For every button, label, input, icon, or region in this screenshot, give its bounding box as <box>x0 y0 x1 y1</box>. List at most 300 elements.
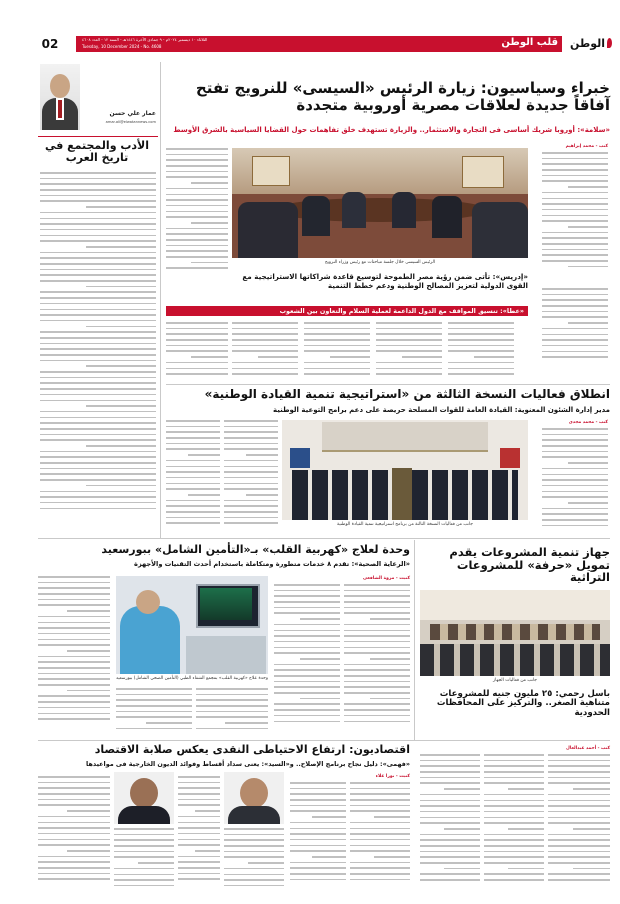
text-line <box>40 371 156 373</box>
text-line <box>542 525 608 527</box>
text-line <box>573 828 610 830</box>
lead-byline: كتب - محمد إبراهيم <box>565 144 608 149</box>
text-line <box>420 771 480 773</box>
text-line <box>40 377 156 379</box>
text-line <box>344 647 410 649</box>
text-line <box>178 776 220 778</box>
text-line <box>420 754 480 756</box>
text-line <box>548 834 610 836</box>
text-line <box>114 834 174 836</box>
text-line <box>40 456 156 458</box>
text-line <box>344 692 410 694</box>
text-line <box>290 850 346 852</box>
text-line <box>224 443 278 445</box>
lead-body-col3b <box>304 322 370 382</box>
text-line <box>114 868 174 870</box>
text-line <box>376 333 442 335</box>
text-line <box>508 788 544 790</box>
text-line <box>548 856 610 858</box>
text-line <box>224 505 278 507</box>
text-line <box>350 828 410 830</box>
text-line <box>38 599 110 601</box>
text-line <box>290 782 346 784</box>
columnist-email[interactable]: amar.ali@elwatannews.com <box>105 120 156 124</box>
text-line <box>178 844 220 846</box>
text-line <box>188 494 220 496</box>
text-line <box>40 178 156 180</box>
text-line <box>568 502 608 504</box>
text-line <box>114 885 174 887</box>
text-line <box>420 834 480 836</box>
text-line <box>191 222 228 224</box>
text-line <box>40 200 156 202</box>
text-line <box>166 333 228 335</box>
text-line <box>274 681 340 683</box>
text-line <box>542 496 608 498</box>
lead-body-col1 <box>542 152 608 282</box>
text-line <box>542 175 608 177</box>
sixth-headline: اقتصاديون: ارتفاع الاحتياطى النقدى يعكس صلابة الاقتصاد <box>94 743 410 756</box>
text-line <box>40 451 156 453</box>
text-line <box>40 240 156 242</box>
section-title: قلب الوطن <box>501 37 558 48</box>
text-line <box>166 188 228 190</box>
text-line <box>548 754 610 756</box>
text-line <box>444 868 480 870</box>
text-line <box>116 699 192 701</box>
text-line <box>370 618 410 620</box>
text-line <box>40 388 156 390</box>
text-line <box>420 862 480 864</box>
text-line <box>196 711 268 713</box>
text-line <box>542 203 608 205</box>
text-line <box>224 845 284 847</box>
text-line <box>38 861 110 863</box>
text-line <box>178 827 220 829</box>
text-line <box>274 669 340 671</box>
text-line <box>40 252 156 254</box>
text-line <box>548 811 610 813</box>
text-line <box>166 233 228 235</box>
text-line <box>542 508 608 510</box>
text-line <box>86 405 156 407</box>
text-line <box>40 434 156 436</box>
text-line <box>350 805 410 807</box>
text-line <box>350 822 410 824</box>
fifth-body-col1 <box>38 576 110 736</box>
second-body-col4 <box>224 420 278 536</box>
text-line <box>40 297 156 299</box>
text-line <box>67 850 110 852</box>
text-line <box>350 862 410 864</box>
text-line <box>196 694 268 696</box>
text-line <box>548 817 610 819</box>
text-line <box>166 345 228 347</box>
text-line <box>290 873 346 875</box>
text-line <box>548 765 610 767</box>
text-line <box>274 686 340 688</box>
date-ar: الثلاثاء ١٠ ديسمبر ٢٠٢٤م - ٩ جمادى الآخرة ١٤٤٦هـ - السنة ١٢ - العدد ٤٦٠٨ <box>82 37 208 42</box>
text-line <box>274 590 340 592</box>
text-line <box>350 879 410 881</box>
text-line <box>568 266 608 268</box>
text-line <box>376 362 442 364</box>
fourth-headline: باسل رحمي: ٢٥ مليون جنيه للمشروعات متناهية الصغر.. والتركيز على المحافظات الحدودية <box>436 689 610 718</box>
column-body <box>40 172 156 536</box>
text-line <box>116 694 192 696</box>
text-line <box>344 715 410 717</box>
text-line <box>542 351 608 353</box>
text-line <box>232 350 298 352</box>
page-number: 02 <box>41 37 59 51</box>
text-line <box>40 218 156 220</box>
text-line <box>274 664 340 666</box>
text-line <box>548 782 610 784</box>
text-line <box>191 262 228 264</box>
text-line <box>344 709 410 711</box>
fifth-photo-caption: وحدة علاج «كهربية القلب» بمجمع الشفاء الطبي (التأمين الصحي الشامل) ببورسعيد <box>116 676 268 681</box>
lead-headline: خبراء وسياسيون: زيارة الرئيس «السيسى» للنرويج تفتح آفاقاً جديدة لعلاقات مصرية أوروبية متجددة <box>195 79 610 114</box>
lead-body-col5 <box>448 322 514 382</box>
text-line <box>548 760 610 762</box>
text-line <box>542 451 608 453</box>
text-line <box>290 810 346 812</box>
text-line <box>40 223 156 225</box>
text-line <box>290 879 346 881</box>
text-line <box>350 867 410 869</box>
text-line <box>166 420 220 422</box>
text-line <box>38 684 110 686</box>
text-line <box>166 245 228 247</box>
text-line <box>274 641 340 643</box>
text-line <box>568 322 608 324</box>
text-line <box>420 851 480 853</box>
text-line <box>232 345 298 347</box>
text-line <box>166 199 228 201</box>
text-line <box>86 206 156 208</box>
text-line <box>196 728 268 730</box>
text-line <box>300 618 340 620</box>
sixth-byline: كتبت - نورا علاء <box>375 774 410 779</box>
text-line <box>38 593 110 595</box>
text-line <box>344 686 410 688</box>
text-line <box>290 788 346 790</box>
text-line <box>542 316 608 318</box>
text-line <box>191 182 228 184</box>
text-line <box>178 787 220 789</box>
text-line <box>114 828 174 830</box>
text-line <box>114 879 174 881</box>
text-line <box>38 867 110 869</box>
text-line <box>114 874 174 876</box>
text-line <box>448 333 514 335</box>
text-line <box>542 288 608 290</box>
text-line <box>38 582 110 584</box>
text-line <box>344 652 410 654</box>
text-line <box>376 339 442 341</box>
text-line <box>420 879 480 881</box>
text-line <box>196 716 268 718</box>
text-line <box>40 189 156 191</box>
text-line <box>484 811 544 813</box>
text-line <box>484 760 544 762</box>
text-line <box>568 226 608 228</box>
text-line <box>344 721 410 723</box>
text-line <box>258 356 298 358</box>
sixth-photo-left <box>114 772 174 824</box>
text-line <box>166 443 220 445</box>
text-line <box>114 845 174 847</box>
text-line <box>344 630 410 632</box>
text-line <box>402 356 442 358</box>
text-line <box>573 788 610 790</box>
text-line <box>484 851 544 853</box>
text-line <box>420 782 480 784</box>
text-line <box>246 454 278 456</box>
text-line <box>224 851 284 853</box>
lead-body-col1b <box>542 288 608 370</box>
text-line <box>67 810 110 812</box>
sixth-body-col6 <box>350 782 410 894</box>
text-line <box>178 873 220 875</box>
text-line <box>40 354 156 356</box>
text-line <box>542 439 608 441</box>
text-line <box>376 328 442 330</box>
text-line <box>38 713 110 715</box>
text-line <box>274 584 340 586</box>
text-line <box>484 873 544 875</box>
text-line <box>344 703 410 705</box>
text-line <box>344 590 410 592</box>
lead-body-col3 <box>166 148 228 282</box>
text-line <box>38 799 110 801</box>
sixth-deck: «فهمى»: دليل نجاح برنامج الإصلاح.. و«السيد»: يعنى سداد أقساط وفوائد الديون الخارجية فى مواعيدها <box>86 760 410 768</box>
fourth-byline: كتب - أحمد عبدالعال <box>566 746 610 751</box>
text-line <box>304 333 370 335</box>
text-line <box>448 322 514 324</box>
text-line <box>344 624 410 626</box>
text-line <box>344 584 410 586</box>
fifth-body-col3 <box>116 688 192 736</box>
third-photo <box>420 590 610 676</box>
text-line <box>114 851 174 853</box>
text-line <box>274 675 340 677</box>
sixth-body-col4 <box>224 828 284 894</box>
text-line <box>300 698 340 700</box>
text-line <box>448 373 514 375</box>
text-line <box>304 350 370 352</box>
text-line <box>484 782 544 784</box>
text-line <box>542 519 608 521</box>
masthead <box>0 0 620 60</box>
text-line <box>350 850 410 852</box>
text-line <box>484 765 544 767</box>
text-line <box>166 522 220 524</box>
text-line <box>191 356 228 358</box>
text-line <box>178 804 220 806</box>
text-line <box>40 314 156 316</box>
text-line <box>370 658 410 660</box>
text-line <box>548 822 610 824</box>
text-line <box>304 345 370 347</box>
text-line <box>350 793 410 795</box>
text-line <box>484 800 544 802</box>
text-line <box>350 833 410 835</box>
text-line <box>40 411 156 413</box>
text-line <box>370 698 410 700</box>
columnist-name: عمار علي حسن <box>109 110 156 117</box>
text-line <box>224 420 278 422</box>
text-line <box>40 320 156 322</box>
text-line <box>40 274 156 276</box>
text-line <box>40 360 156 362</box>
text-line <box>312 816 346 818</box>
text-line <box>344 664 410 666</box>
text-line <box>38 816 110 818</box>
text-line <box>542 468 608 470</box>
text-line <box>344 601 410 603</box>
text-line <box>542 232 608 234</box>
text-line <box>376 368 442 370</box>
text-line <box>166 426 220 428</box>
columnist-box <box>38 62 158 137</box>
text-line <box>484 771 544 773</box>
text-line <box>304 322 370 324</box>
text-line <box>38 844 110 846</box>
text-line <box>116 716 192 718</box>
lead-body-col6 <box>166 322 228 382</box>
logo-mark-icon <box>607 38 612 48</box>
text-line <box>166 460 220 462</box>
text-line <box>40 291 156 293</box>
text-line <box>196 688 268 690</box>
text-line <box>548 862 610 864</box>
text-line <box>312 856 346 858</box>
text-line <box>484 817 544 819</box>
text-line <box>350 782 410 784</box>
text-line <box>38 793 110 795</box>
text-line <box>548 805 610 807</box>
column-divider <box>160 62 161 538</box>
text-line <box>542 243 608 245</box>
text-line <box>40 257 156 259</box>
fifth-body-col5 <box>274 584 340 736</box>
text-line <box>38 787 110 789</box>
text-line <box>38 776 110 778</box>
sixth-photo-right <box>224 772 284 824</box>
text-line <box>188 454 220 456</box>
text-line <box>138 862 174 864</box>
text-line <box>232 368 298 370</box>
text-line <box>166 368 228 370</box>
text-line <box>542 237 608 239</box>
text-line <box>224 885 284 887</box>
text-line <box>38 622 110 624</box>
text-line <box>40 343 156 345</box>
text-line <box>350 839 410 841</box>
text-line <box>116 711 192 713</box>
text-line <box>38 718 110 720</box>
text-line <box>178 822 220 824</box>
text-line <box>484 862 544 864</box>
text-line <box>166 228 228 230</box>
text-line <box>290 845 346 847</box>
text-line <box>166 517 220 519</box>
text-line <box>376 345 442 347</box>
text-line <box>86 365 156 367</box>
text-line <box>86 246 156 248</box>
text-line <box>274 721 340 723</box>
second-photo <box>282 420 528 520</box>
text-line <box>420 777 480 779</box>
text-line <box>166 322 228 324</box>
logo-text: الوطن <box>570 36 606 50</box>
text-line <box>40 280 156 282</box>
text-line <box>542 169 608 171</box>
second-body-col1 <box>542 428 608 536</box>
text-line <box>444 788 480 790</box>
text-line <box>67 690 110 692</box>
text-line <box>224 522 278 524</box>
text-line <box>420 845 480 847</box>
text-line <box>420 873 480 875</box>
text-line <box>573 868 610 870</box>
text-line <box>38 661 110 663</box>
text-line <box>542 474 608 476</box>
text-line <box>448 368 514 370</box>
text-line <box>420 760 480 762</box>
text-line <box>40 235 156 237</box>
text-line <box>474 356 514 358</box>
text-line <box>224 488 278 490</box>
text-line <box>304 373 370 375</box>
text-line <box>484 834 544 836</box>
text-line <box>542 305 608 307</box>
text-line <box>40 439 156 441</box>
text-line <box>40 337 156 339</box>
text-line <box>484 794 544 796</box>
text-line <box>224 511 278 513</box>
text-line <box>448 339 514 341</box>
text-line <box>40 479 156 481</box>
text-line <box>420 794 480 796</box>
text-line <box>290 833 346 835</box>
text-line <box>166 159 228 161</box>
text-line <box>420 805 480 807</box>
text-line <box>542 209 608 211</box>
text-line <box>542 198 608 200</box>
text-line <box>166 165 228 167</box>
text-line <box>350 845 410 847</box>
text-line <box>178 867 220 869</box>
text-line <box>224 460 278 462</box>
text-line <box>166 339 228 341</box>
text-line <box>38 656 110 658</box>
fourth-body-col3 <box>548 754 610 894</box>
text-line <box>542 491 608 493</box>
text-line <box>166 194 228 196</box>
text-line <box>274 652 340 654</box>
text-line <box>38 644 110 646</box>
text-line <box>40 491 156 493</box>
text-line <box>178 861 220 863</box>
text-line <box>548 851 610 853</box>
text-line <box>420 800 480 802</box>
text-line <box>274 607 340 609</box>
text-line <box>484 856 544 858</box>
text-line <box>224 466 278 468</box>
text-line <box>420 817 480 819</box>
